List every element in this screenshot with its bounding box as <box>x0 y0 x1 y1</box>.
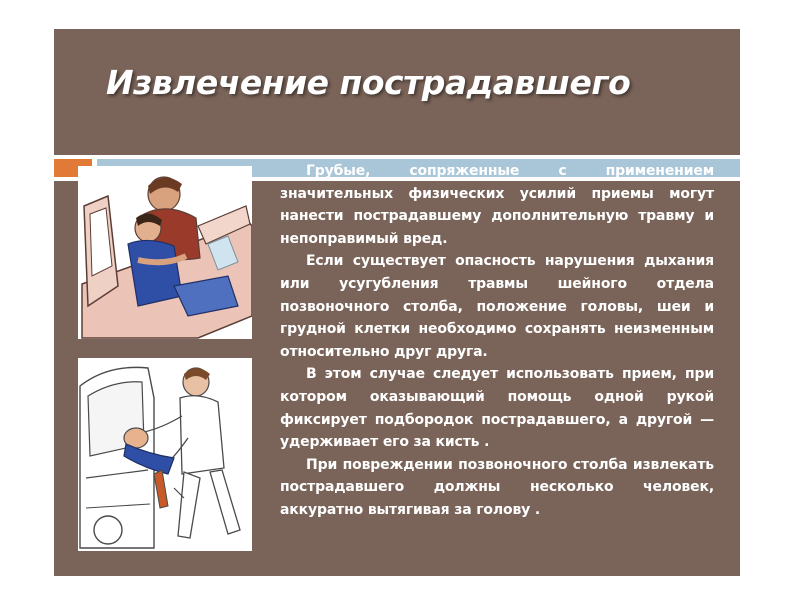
paragraph: В этом случае следует использовать прием, при котором оказывающий помощь одной рукой фиксирует подбородок пострадавшего, а другой — удерживает его за кисть . <box>280 366 714 451</box>
slide <box>54 29 740 576</box>
paragraph: При повреждении позвоночного столба извлекать пострадавшего должны несколько человек, аккуратно вытягивая за голову . <box>280 456 714 518</box>
paragraph: Если существует опасность нарушения дыхания или усугубления травмы шейного отдела позвоночного столба, положение головы, шеи и грудной клетки необходимо сохранять неизменным относительно друг друга. <box>280 253 714 360</box>
body-text <box>280 160 714 522</box>
paragraph: Грубые, сопряженные с применением значительных физических усилий приемы могут нанести пострадавшему дополнительную травму и непоправимый вред. <box>280 163 714 247</box>
illustration-rescuer-pulling-victim <box>78 166 252 339</box>
slide-title: Извлечение пострадавшего <box>106 63 631 102</box>
illustration-rescuer-fixing-chin <box>78 358 252 551</box>
